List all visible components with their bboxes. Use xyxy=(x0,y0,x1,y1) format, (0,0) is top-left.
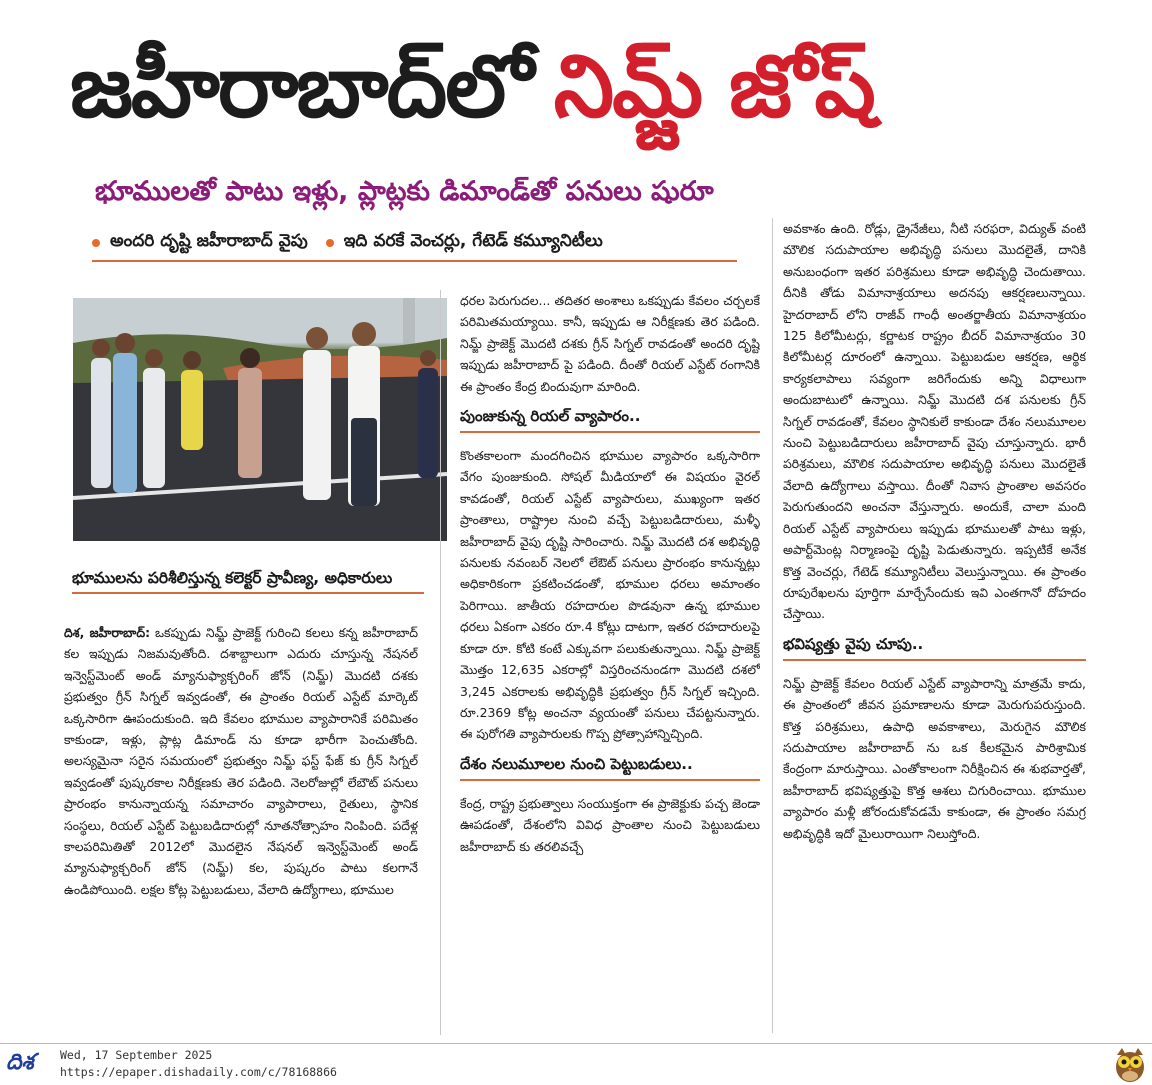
dateline: దిశ, జహీరాబాద్: xyxy=(64,625,151,640)
news-photo xyxy=(73,298,447,541)
section-title: పుంజుకున్న రియల్ వ్యాపారం.. xyxy=(460,401,760,433)
headline xyxy=(70,22,1100,157)
highlight-text: ఇది వరకే వెంచర్లు, గేటెడ్ కమ్యూనిటీలు xyxy=(343,231,603,251)
highlights-row xyxy=(92,226,737,262)
article-paragraph: అవకాశం ఉంది. రోడ్లు, డ్రైనేజీలు, నీటి సరఫరా, విద్యుత్ వంటి మౌలిక సదుపాయాల అభివృద్ధి పనులు మొదలైతే, దానికి అనుబంధంగా ఇతర పరిశ్రమలు కూడా అభివృద్ధి చెందుతాయి. దీనికి తోడు విమానాశ్రయాలు అదనపు ఆకర్షణలున్నాయి. హైదరాబాద్ లోని రాజీవ్ గాంధీ అంతర్జాతీయ విమానాశ్రయం 125 కిలోమీటర్లు, కర్ణాటక రాష్ట్రం బీదర్ విమానాశ్రయం 30 కిలోమీటర్ల దూరంలో ఉన్నాయి. పెట్టుబడుల ఆకర్షణ, ఆర్థిక కార్యకలాపాలు సవ్యంగా జరిగేందుకు అన్ని విధాలుగా అందుబాటులో ఉన్నాయి. నిమ్జ్ మొదటి దశ పనులకు గ్రీన్ సిగ్నల్ రావడంతో, కేవలం స్థానికులే కాకుండా దేశం నలుమూలల నుంచి పెట్టుబడిదారులు జహీరాబాద్ వైపు చూస్తున్నారు. భారీ పరిశ్రమలు, మౌలిక సదుపాయాల అభివృద్ధి పనులు మొదలైతే వేలాది ఉద్యోగాలు వస్తాయి. దీంతో నివాస ప్రాంతాల అవసరం పెరుగుతుందని అంచనా వేస్తున్నారు. అందుకే, చాలా మంది రియల్ ఎస్టేట్ వ్యాపారులు ఇప్పుడు భూములతో పాటు ఇళ్లు, అపార్ట్‌మెంట్ల నిర్మాణంపై దృష్టి పెడుతున్నారు. ఇప్పటికే అనేక కొత్త వెంచర్లు, గేటెడ్ కమ్యూనిటీలు వెలుస్తున్నాయి. ఈ ప్రాంతం రూపురేఖలను పూర్తిగా మార్చేసేందుకు ఇవి ఎంతగానో దోహదం చేస్తాయి. xyxy=(783,221,1086,622)
article-text: ఒకప్పుడు నిమ్జ్ ప్రాజెక్ట్ గురించి కలలు కన్న జహీరాబాద్ కల ఇప్పుడు నిజమవుతోంది. దశాబ్దాలుగా ఎదురు చూస్తున్న నేషనల్ ఇన్వెస్ట్‌మెంట్ అండ్ మ్యానుఫ్యాక్చరింగ్ జోన్ (నిమ్జ్) మొదటి దశకు ప్రభుత్వం గ్రీన్ సిగ్నల్ ఇవ్వడంతో, ఈ ప్రాంతం రియల్ ఎస్టేట్ మార్కెట్ ఒక్కసారిగా ఊపందుకుంది. ఇది కేవలం భూముల వ్యాపారానికే పరిమితం కాకుండా, ఇళ్లు, ప్లాట్ల డిమాండ్ ను కూడా భారీగా పెంచుతోంది. అలస్యమైనా సరైన సమయంలో ప్రభుత్వం నిమ్జ్ ఫస్ట్ ఫేజ్ కు గ్రీన్ సిగ్నల్ ఇవ్వడంతో పుష్కరకాల నిరీక్షణకు తెర పడింది. నెలరోజుల్లో లేబౌట్ పనులు ప్రారంభం కానున్నాయన్న సమాచారం వ్యాపారాలు, రైతులు, స్థానిక సంస్థలు, రియల్ ఎస్టేట్ పెట్టుబడిదారుల్లో నూతనోత్సాహం నింపింది. పదేళ్ల కాలపరిమితితో 2012లో మొదలైన నేషనల్ ఇన్వెస్ట్‌మెంట్ అండ్ మ్యానుఫ్యాక్చరింగ్ జోన్ (నిమ్జ్) కల, పుష్కరం పాటు కలగానే ఉండిపోయింది. లక్షల కోట్ల పెట్టుబడులు, వేలాది ఉద్యోగాలు, భూముల xyxy=(64,625,418,897)
highlight-item xyxy=(326,231,603,255)
bullet-dot-icon xyxy=(326,239,334,247)
headline-part-2: నిమ్జ్ జోష్ xyxy=(553,37,874,137)
article-column-2 xyxy=(460,290,760,1035)
highlight-text: అందరి దృష్టి జహీరాబాద్ వైపు xyxy=(110,231,308,251)
bullet-dot-icon xyxy=(92,239,100,247)
section-title: భవిష్యత్తు వైపు చూపు.. xyxy=(783,629,1086,661)
disha-logo: దిశ xyxy=(6,1050,34,1075)
footer-url[interactable]: https://epaper.dishadaily.com/c/78168866 xyxy=(60,1065,337,1079)
article-column-1 xyxy=(64,622,418,1032)
article-paragraph: నిమ్జ్ ప్రాజెక్ట్ కేవలం రియల్ ఎస్టేట్ వ్యాపారాన్ని మాత్రమే కాదు, ఈ ప్రాంతంలో జీవన ప్రమాణాలను కూడా మెరుగుపరుస్తుంది. కొత్త పరిశ్రమలు, ఉపాధి అవకాశాలు, మెరుగైన మౌలిక సదుపాయాల జహీరాబాద్ ను ఒక కీలకమైన పారిశ్రామిక కేంద్రంగా మారుస్తాయి. ఎంతోకాలంగా నిరీక్షించిన ఈ శుభవార్తతో, జహీరాబాద్ భవిష్యత్తుపై కొత్త ఆశలు చిగురించాయి. భూముల వ్యాపారం మళ్లీ జోరందుకోవడమే కాకుండా, ఈ ప్రాంతం సమగ్ర అభివృద్ధికి ఇదో మైలురాయిగా నిలుస్తోంది. xyxy=(783,675,1086,841)
article-paragraph: ధరల పెరుగుదల... తదితర అంశాలు ఒకప్పుడు కేవలం చర్చలకే పరిమితమయ్యాయి. కానీ, ఇప్పుడు ఆ నిరీక్షణకు తెర పడింది. నిమ్జ్ ప్రాజెక్ట్ మొదటి దశకు గ్రీన్ సిగ్నల్ రావడంతో అందరి దృష్టి ఇప్పుడు జహీరాబాద్ పై పడింది. దీంతో రియల్ ఎస్టేట్ రంగానికి ఈ ప్రాంతం కేంద్ర బిందువుగా మారింది. xyxy=(460,293,760,394)
headline-part-1: జహీరాబాద్‌లో xyxy=(70,37,532,137)
article-paragraph xyxy=(64,622,418,900)
article-paragraph: కేంద్ర, రాష్ట్ర ప్రభుత్వాలు సంయుక్తంగా ఈ ప్రాజెక్టుకు పచ్చ జెండా ఊపడంతో, దేశంలోని వివిధ ప్రాంతాల నుంచి పెట్టుబడులు జహీరాబాద్ కు తరలివచ్చే xyxy=(460,795,760,854)
owl-icon xyxy=(1112,1045,1148,1083)
highlight-item xyxy=(92,231,308,255)
article-paragraph: కొంతకాలంగా మందగించిన భూముల వ్యాపారం ఒక్కసారిగా వేగం పుంజుకుంది. సోషల్ మీడియాలో ఈ విషయం వైరల్ కావడంతో, రియల్ ఎస్టేట్ వ్యాపారులు, ముఖ్యంగా ఇతర ప్రాంతాలు, రాష్ట్రాల నుంచి వచ్చే పెట్టుబడిదారులు, మళ్ళీ జహీరాబాద్ వైపు దృష్టి సారించారు. నిమ్జ్ మొదటి దశ అభివృద్ధి పనులకు నవంబర్ నెలలో లేఔట్ పనులు ప్రారంభం కానున్నట్లు అధికారికంగా ప్రకటించడంతో, భూముల ధరలు అమాంతం పెరిగాయి. జాతీయ రహదారుల పొడవునా ఉన్న భూముల ధరలు ఏకంగా ఎకరం రూ.4 కోట్లు దాటగా, ఇతర రహదారులపై కూడా రూ. కోటి కంటే ఎక్కువగా పలుకుతున్నాయి. నిమ్జ్ ప్రాజెక్ట్ మొత్తం 12,635 ఎకరాల్లో విస్తరించనుండగా మొదటి దశలో 3,245 ఎకరాలకు అభివృద్ధికి ప్రభుత్వం గ్రీన్ సిగ్నల్ ఇచ్చింది. రూ.2369 కోట్ల అంచనా వ్యయంతో పనులు చేపట్టనున్నారు. ఈ పురోగతి వ్యాపారులకు గొప్ప ప్రోత్సాహాన్నిచ్చింది. xyxy=(460,448,760,742)
photo-caption: భూములను పరిశీలిస్తున్న కలెక్టర్ ప్రావీణ్య, అధికారులు xyxy=(72,562,424,594)
footer-date: Wed, 17 September 2025 xyxy=(60,1048,213,1062)
footer-divider xyxy=(0,1043,1152,1044)
subheadline: భూములతో పాటు ఇళ్లు, ప్లాట్లకు డిమాండ్‌తో పనులు షురూ xyxy=(95,176,714,207)
article-column-3 xyxy=(783,218,1086,1028)
photo-illustration xyxy=(73,298,447,541)
column-divider xyxy=(440,290,441,1035)
column-divider xyxy=(772,218,773,1033)
section-title: దేశం నలుమూలల నుంచి పెట్టుబడులు.. xyxy=(460,749,760,781)
